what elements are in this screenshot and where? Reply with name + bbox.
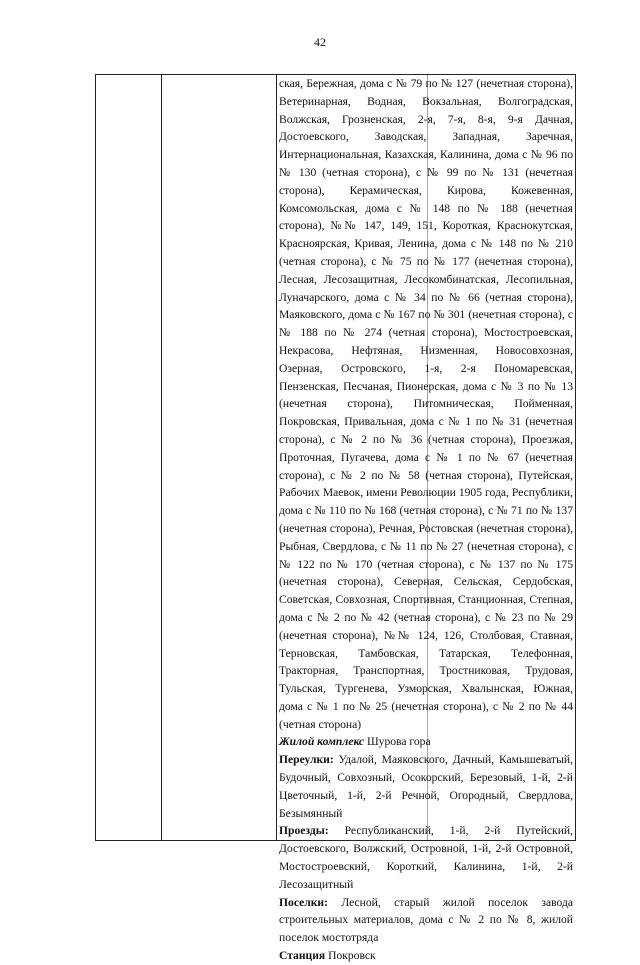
complex-paragraph [279,733,573,751]
streets-paragraph: ская, Бережная, дома с № 79 по № 127 (нечетная сторона), Ветеринарная, Водная, Вокзальная, Волгоградская, Волжская, Грозненская, 2-я, 7-я, 8-я, 9-я Дачная, Достоевского, Заводская, Западная, Заречная, Интернациональная, Казахская, Калинина, дома с № 96 по № 130 (четная сторона), с № 99 по № 131 (нечетная сторона), Керамическая, Кирова, Кожевенная, Комсомольская, дома с № 148 по № 188 (нечетная сторона), №№ 147, 149, 151, Короткая, Краснокутская, Красноярская, Кривая, Ленина, дома с № 148 по № 210 (четная сторона), с № 75 по № 177 (нечетная сторона), Лесная, Лесозащитная, Лесокомбинатская, Лесопильная, Луначарского, дома с № 34 по № 66 (четная сторона), Маяковского, дома с № 167 по № 301 (нечетная сторона), с № 188 по № 274 (четная сторона), Мостостроевская, Некрасова, Нефтяная, Низменная, Новосовхозная, Озерная, Островского, 1-я, 2-я Пономаревская, Пензенская, Песчаная, Пионерская, дома с № 3 по № 13 (нечетная сторона), Питомническая, Пойменная, Покровская, Привальная, дома с № 1 по № 31 (нечетная сторона), с № 2 по № 36 (четная сторона), Проезжая, Проточная, Пугачева, дома с № 1 по № 67 (нечетная сторона), с № 2 по № 58 (четная сторона), Путейская, Рабочих Маевок, имени Революции 1905 года, Республики, дома с № 110 по № 168 (четная сторона), с № 71 по № 137 (нечетная сторона), Речная, Ростовская (нечетная сторона), Рыбная, Свердлова, с № 11 по № 27 (нечетная сторона), с № 122 по № 170 (четная сторона), с № 137 по № 175 (нечетная сторона), Северная, Сельская, Сердобская, Советская, Совхозная, Спортивная, Станционная, Степная, дома с № 2 по № 42 (четная сторона), с № 23 по № 29 (нечетная сторона), №№ 124, 126, Столбовая, Ставная, Терновская, Тамбовская, Татарская, Телефонная, Тракторная, Транспортная, Тростниковая, Трудовая, Тульская, Тургенева, Узморская, Хвалынская, Южная, дома с № 1 по № 25 (нечетная сторона), с № 2 по № 44 (четная сторона) [279,77,573,731]
settlements-value: Лесной, старый жилой поселок завода строительных материалов, дома с № 2 по № 8, жилой поселок мостотряда [279,895,573,945]
lanes-value: Удалой, Маяковского, Дачный, Камышеватый, Будочный, Совхозный, Осокорский, Березовый, 1-й, 2-й Цветочный, 1-й, 2-й Речной, Огородный, Свердлова, Безымянный [279,753,573,820]
station-paragraph [279,947,573,965]
passages-value: Республиканский, 1-й, 2-й Путейский, Достоевского, Волжский, Островной, 1-й, 2-й Островной, Мостостроевский, Короткий, Калинина, 1-й, 2-й Лесозащитный [279,824,573,891]
lanes-paragraph [279,751,573,822]
address-table [95,74,576,963]
complex-value: Шурова гора [364,735,431,749]
passages-label: Проезды: [279,824,329,838]
settlements-paragraph [279,894,573,947]
complex-label: Жилой комплекс [279,735,365,749]
lanes-label: Переулки: [279,753,334,767]
column-divider [276,75,277,840]
column-divider [161,75,162,840]
scan-fold-line [427,74,428,841]
page-number: 42 [314,35,326,49]
address-cell [279,75,573,965]
settlements-label: Поселки: [279,895,328,909]
passages-paragraph [279,822,573,893]
station-label: Станция [279,949,326,963]
station-value: Покровск [325,949,376,963]
